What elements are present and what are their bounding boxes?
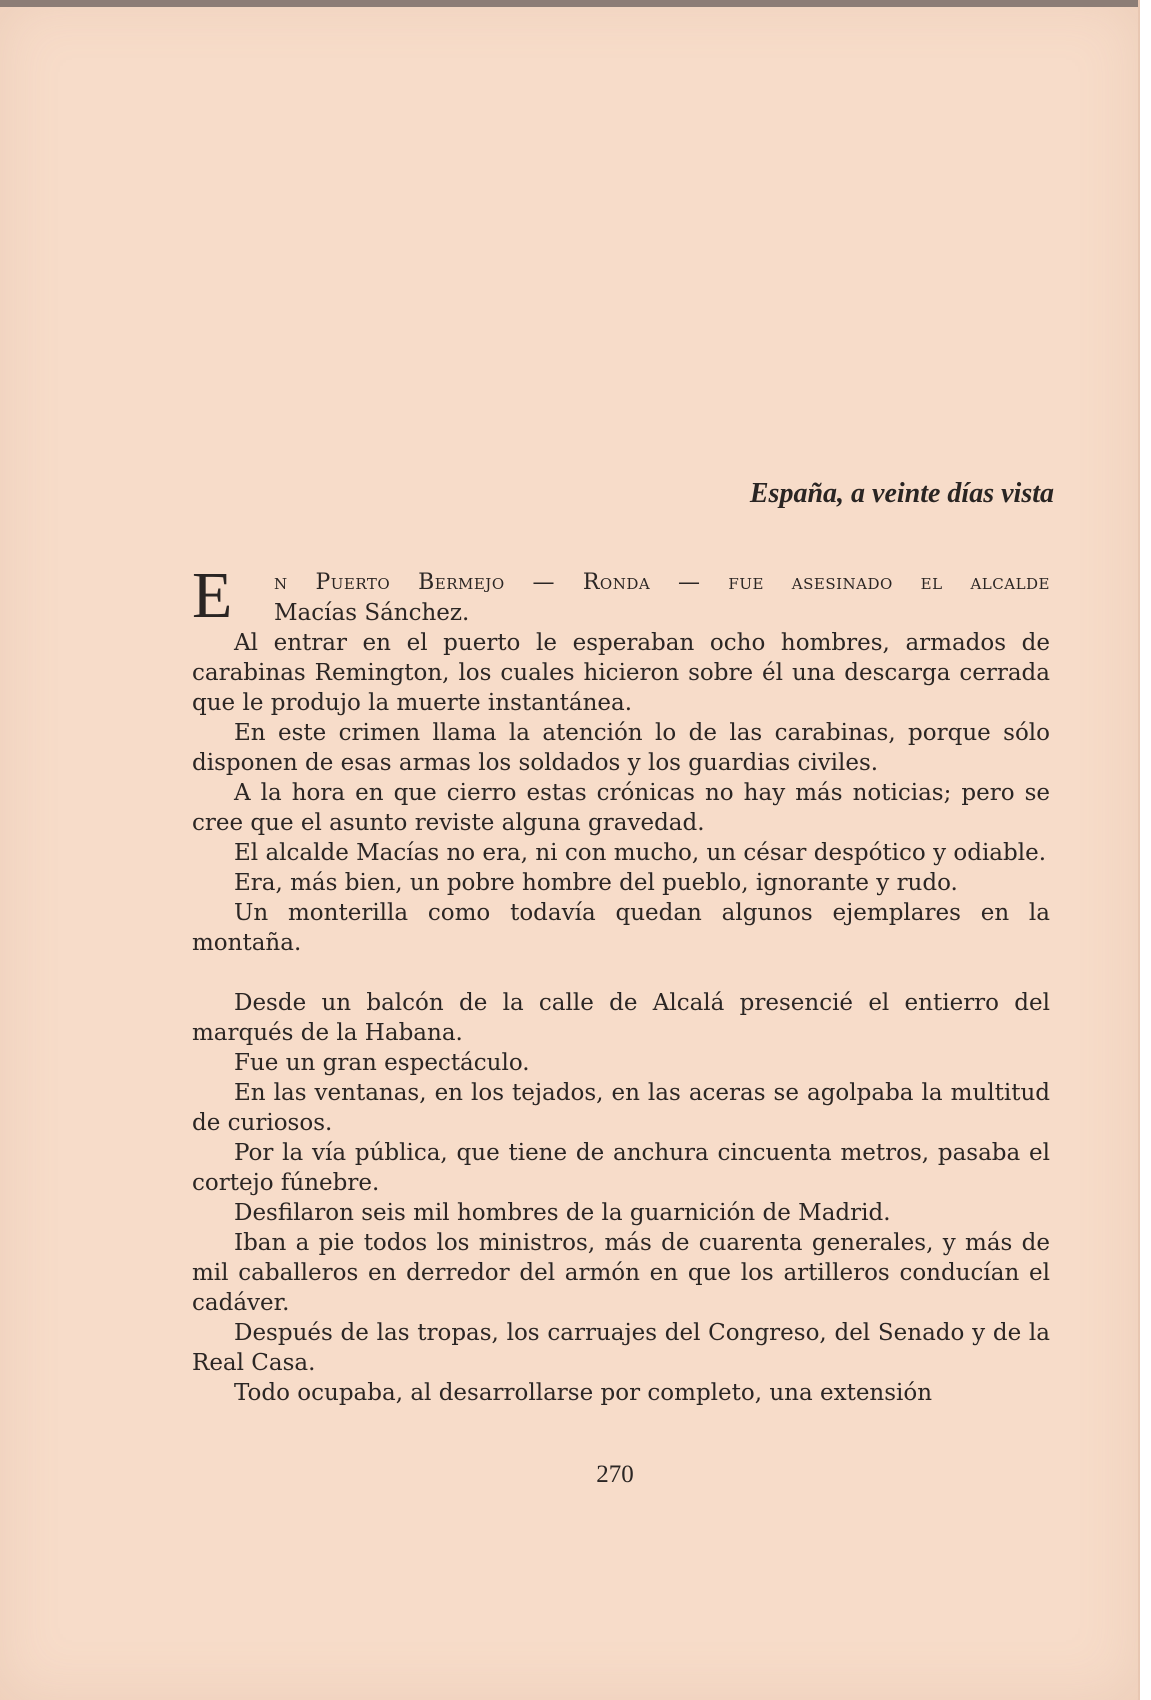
paragraph: En las ventanas, en los tejados, en las aceras se agolpaba la multitud de curiosos. — [192, 1080, 1050, 1136]
paragraph: Todo ocupaba, al desarrollarse por completo, una extensión — [234, 1380, 933, 1406]
paragraph: En este crimen llama la atención lo de las carabinas, porque sólo disponen de esas armas los soldados y los guardias civiles. — [192, 720, 1050, 776]
paragraph: El alcalde Macías no era, ni con mucho, un césar despótico y odiable. — [234, 840, 1047, 866]
page-top-edge — [0, 0, 1138, 7]
paragraph: Un monterilla como todavía quedan algunos ejemplares en la montaña. — [192, 900, 1050, 956]
paragraph: Era, más bien, un pobre hombre del pueblo, ignorante y rudo. — [234, 870, 958, 896]
paragraph: Fue un gran espectáculo. — [234, 1050, 530, 1076]
page-number: 270 — [596, 1461, 634, 1488]
paragraph: Iban a pie todos los ministros, más de cuarenta generales, y más de mil caballeros en derredor del armón en que los artilleros conducían el cadáver. — [192, 1230, 1050, 1316]
paragraph: Por la vía pública, que tiene de anchura cincuenta metros, pasaba el cortejo fúnebre. — [192, 1140, 1050, 1196]
body-text — [192, 559, 1050, 1408]
paragraph: Desde un balcón de la calle de Alcalá presencié el entierro del marqués de la Habana. — [192, 990, 1050, 1046]
opening-continuation: Macías Sánchez. — [274, 600, 470, 626]
opening-first-line: n Puerto Bermejo — Ronda — fue asesinado el alcalde — [274, 570, 1050, 595]
paragraph: Después de las tropas, los carruajes del Congreso, del Senado y de la Real Casa. — [192, 1320, 1050, 1376]
paragraph: Desfilaron seis mil hombres de la guarnición de Madrid. — [234, 1200, 891, 1226]
running-header: España, a veinte días vista — [749, 478, 1054, 509]
section-break — [192, 958, 1050, 988]
paragraph: Al entrar en el puerto le esperaban ocho hombres, armados de carabinas Remington, los cuales hicieron sobre él una descarga cerrada que le produjo la muerte instantánea. — [192, 630, 1050, 716]
drop-cap: E — [192, 559, 233, 632]
opening-paragraph — [192, 559, 1050, 632]
paragraph: A la hora en que cierro estas crónicas no hay más noticias; pero se cree que el asunto reviste alguna gravedad. — [192, 780, 1050, 836]
